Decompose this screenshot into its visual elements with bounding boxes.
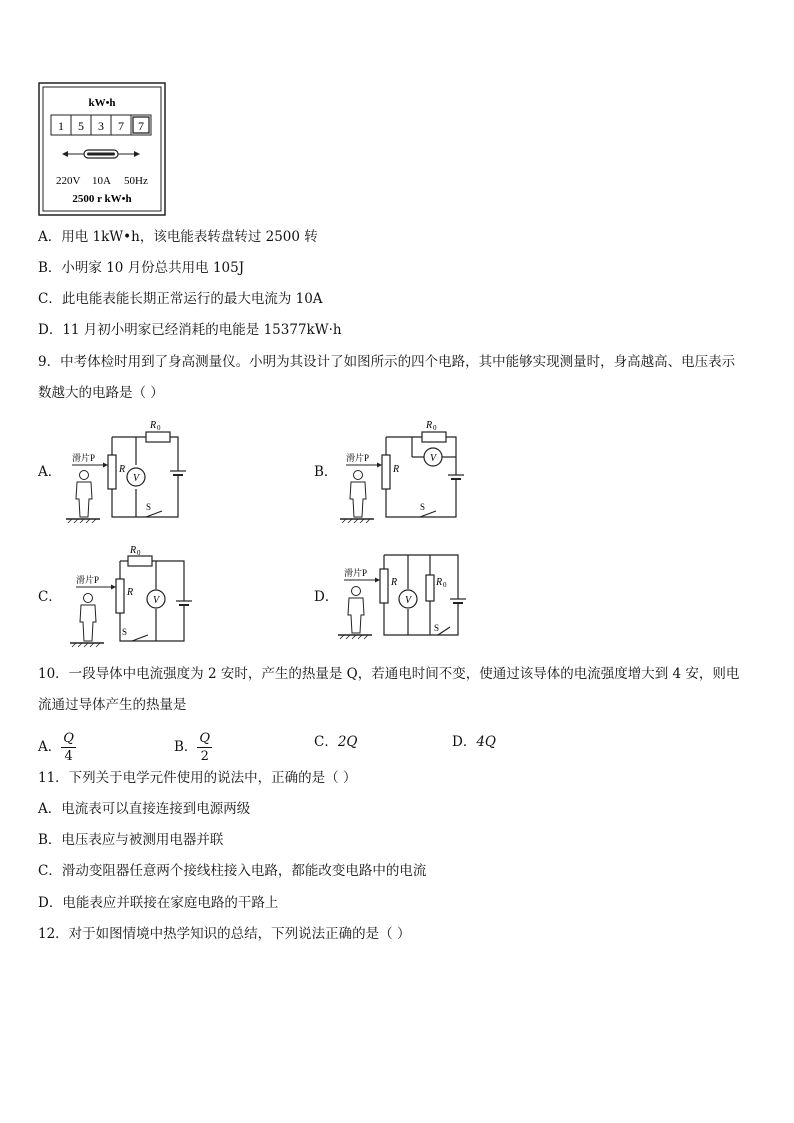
- voltmeter-label: V: [152, 595, 160, 606]
- resistor-r0-label: R: [130, 545, 137, 556]
- electricity-meter-figure: [38, 82, 166, 216]
- q11-option-a: A．电流表可以直接连接到电源两级: [38, 801, 251, 817]
- person-icon: [76, 471, 92, 518]
- q8-option-c: C．此电能表能长期正常运行的最大电流为 10A: [38, 291, 323, 307]
- fraction-denominator: 2: [200, 749, 209, 764]
- q9-label-a: A．: [38, 464, 62, 480]
- q10-option-a: [38, 730, 76, 765]
- meter-spec-frequency: 50Hz: [124, 175, 148, 187]
- resistor-r0-label: R: [426, 420, 433, 431]
- slider-label: 滑片P: [346, 453, 370, 463]
- circuit-diagram-c: [66, 543, 196, 649]
- circuit-diagram-d: [338, 543, 468, 647]
- rheostat-label: R: [127, 587, 134, 598]
- q8-option-b: B．小明家 10 月份总共用电 105J: [38, 260, 245, 276]
- fraction: [61, 730, 76, 765]
- voltmeter-label: V: [404, 595, 412, 606]
- fraction: [197, 730, 212, 765]
- person-icon: [350, 471, 366, 518]
- switch-label: S: [434, 623, 440, 633]
- q9-label-b: B．: [314, 464, 338, 480]
- slider-label: 滑片P: [76, 575, 100, 585]
- meter-spec-current: 10A: [92, 175, 111, 187]
- fraction-numerator: Q: [199, 731, 211, 746]
- meter-spec-voltage: 220V: [56, 175, 81, 187]
- q9-stem-line2: 数越大的电路是（ ）: [38, 385, 164, 401]
- meter-rate: 2500 r kW•h: [72, 193, 132, 205]
- person-icon: [80, 594, 96, 642]
- q11-stem: 11．下列关于电学元件使用的说法中，正确的是（ ）: [38, 770, 357, 786]
- meter-digit: 5: [78, 119, 84, 133]
- option-label: A．: [38, 739, 62, 755]
- q9-label-d: D．: [314, 589, 339, 605]
- rheostat-label: R: [393, 464, 400, 475]
- resistor-r0-subscript: 0: [157, 424, 161, 432]
- circuit-diagram-b: [340, 415, 470, 523]
- resistor-r0-subscript: 0: [443, 581, 447, 589]
- q12-stem: 12．对于如图情境中热学知识的总结，下列说法正确的是（ ）: [38, 926, 411, 942]
- rheostat-label: R: [119, 464, 126, 475]
- resistor-r0-subscript: 0: [137, 549, 141, 557]
- option-value: 2Q: [337, 734, 358, 750]
- switch-label: S: [146, 502, 152, 512]
- option-value: 4Q: [476, 734, 496, 750]
- meter-unit: kW•h: [88, 97, 116, 109]
- rheostat-label: R: [391, 577, 398, 588]
- q11-option-d: D．电能表应并联接在家庭电路的干路上: [38, 895, 279, 911]
- q8-option-d: D．11 月初小明家已经消耗的电能是 15377kW·h: [38, 322, 342, 338]
- switch-label: S: [420, 502, 426, 512]
- q11-option-c: C．滑动变阻器任意两个接线柱接入电路，都能改变电路中的电流: [38, 863, 427, 879]
- q10-stem-line1: 10．一段导体中电流强度为 2 安时，产生的热量是 Q，若通电时间不变，使通过该导体的电流强度增大到 4 安，则电: [38, 666, 740, 682]
- q10-option-c: [314, 732, 358, 752]
- resistor-r0-subscript: 0: [433, 424, 437, 432]
- person-icon: [348, 587, 364, 634]
- slider-label: 滑片P: [72, 453, 96, 463]
- voltmeter-label: V: [429, 453, 437, 464]
- q10-stem-line2: 流通过导体产生的热量是: [38, 697, 187, 713]
- q10-option-d: [452, 732, 496, 752]
- q9-stem-line1: 9．中考体检时用到了身高测量仪。小明为其设计了如图所示的四个电路，其中能够实现测量时，身高越高、电压表示: [38, 354, 736, 370]
- option-label: C．: [314, 734, 338, 750]
- meter-digit: 3: [98, 119, 104, 133]
- meter-digit: 7: [138, 119, 144, 133]
- q8-option-a: A．用电 1kW•h，该电能表转盘转过 2500 转: [38, 229, 318, 245]
- resistor-r0-label: R: [150, 420, 157, 431]
- q11-option-b: B．电压表应与被测用电器并联: [38, 832, 224, 848]
- option-label: B．: [174, 739, 198, 755]
- fraction-denominator: 4: [64, 749, 73, 764]
- fraction-numerator: Q: [63, 731, 74, 746]
- meter-digit: 7: [118, 119, 124, 133]
- meter-digit: 1: [58, 119, 64, 133]
- q10-option-b: [174, 730, 212, 765]
- option-label: D．: [452, 734, 477, 750]
- circuit-diagram-a: [66, 415, 196, 523]
- slider-label: 滑片P: [344, 568, 368, 578]
- resistor-r0-label: R: [436, 577, 443, 588]
- q9-label-c: C．: [38, 589, 62, 605]
- voltmeter-label: V: [132, 473, 140, 484]
- switch-label: S: [122, 627, 128, 637]
